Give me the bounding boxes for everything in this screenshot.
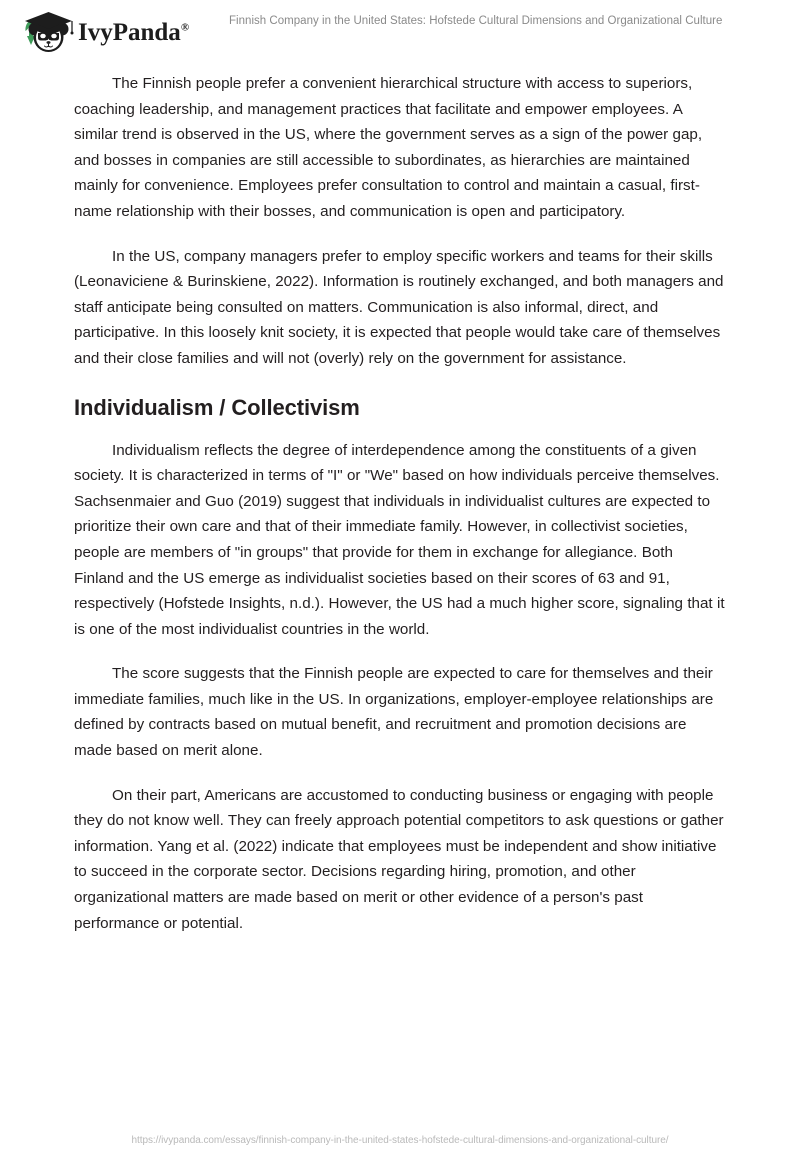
paragraph-4: The score suggests that the Finnish people are expected to care for themselves and their immediate families, much like in the US. In organizations, employer-employee relationships are defined by contracts based on mutual benefit, and recruitment and promotion decisions are made based on merit alone. [74, 665, 714, 760]
source-url-link[interactable]: https://ivypanda.com/essays/finnish-company-in-the-united-states-hofstede-cultural-dimensions-and-organizational-culture/ [131, 1135, 669, 1146]
brand-wordmark-text: IvyPanda [78, 18, 181, 46]
registered-trademark-icon: ® [180, 21, 190, 34]
brand-logo[interactable] [18, 9, 189, 55]
paragraph-2: In the US, company managers prefer to employ specific workers and teams for their skills (Leonaviciene & Burinskiene, 2022). Information is routinely exchanged, and both managers and staff anticipate being consulted on matters. Communication is also informal, direct, and participative. In this loosely knit society, it is expected that people would take care of themselves and their close families and will not (overly) rely on the government for assistance. [74, 247, 724, 367]
section-heading-individualism-collectivism: Individualism / Collectivism [74, 394, 360, 420]
ivypanda-panda-icon [18, 9, 76, 55]
paragraph-5: On their part, Americans are accustomed to conducting business or engaging with people they do not know well. They can freely approach potential competitors to ask questions or gather information. Yang et al. (2022) indicate that employees must be independent and show initiative to succeed in the corporate sector. Decisions regarding hiring, promotion, and other organizational matters are made based on merit or other evidence of a person's past performance or potential. [74, 786, 724, 932]
document-title: Finnish Company in the United States: Hofstede Cultural Dimensions and Organizational Culture [229, 15, 723, 27]
document-body [74, 71, 726, 955]
page-header [0, 0, 800, 62]
paragraph-3: Individualism reflects the degree of interdependence among the constituents of a given society. It is characterized in terms of "I" or "We" based on how individuals perceive themselves. Sachsenmaier and Guo (2019) suggest that individuals in individualist cultures are expected to prioritize their own care and that of their immediate family. However, in collectivist societies, people are members of "in groups" that provide for them in exchange for allegiance. Both Finland and the US emerge as individualist societies based on their scores of 63 and 91, respectively (Hofstede Insights, n.d.). However, the US had a much higher score, signaling that it is one of the most individualist countries in the world. [74, 441, 725, 638]
page-footer [0, 1130, 800, 1148]
brand-wordmark [78, 20, 189, 45]
paragraph-1: The Finnish people prefer a convenient hierarchical structure with access to superiors, coaching leadership, and management practices that facilitate and empower employees. A similar trend is observed in the US, where the government serves as a sign of the power gap, and bosses in companies are still accessible to subordinates, as hierarchies are maintained mainly for convenience. Employees prefer consultation to control and maintain a casual, first-name relationship with their bosses, and communication is open and participatory. [74, 75, 703, 220]
